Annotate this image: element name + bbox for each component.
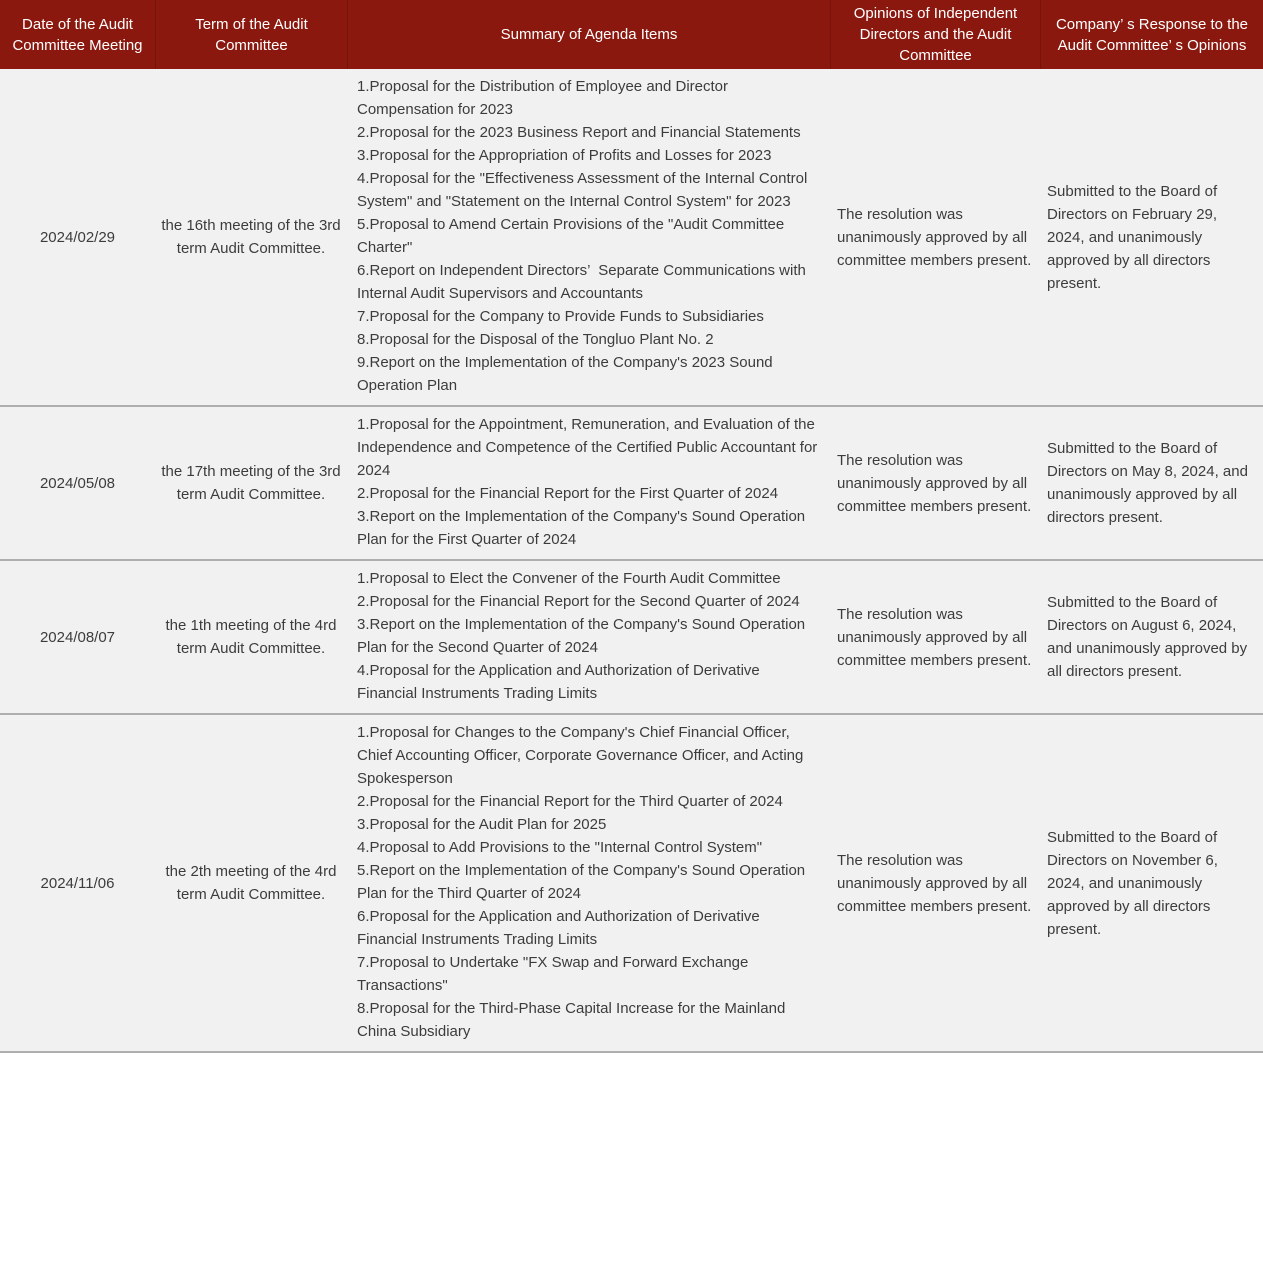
meeting-date-cell: [0, 69, 155, 405]
agenda-summary-cell: [347, 407, 830, 559]
agenda-item: 1.Proposal for the Distribution of Employee and Director Compensation for 2023: [357, 78, 733, 118]
agenda-item: 3.Proposal for the Audit Plan for 2025: [357, 816, 607, 833]
column-header-company-response: [1040, 0, 1263, 69]
agenda-item: 8.Proposal for the Third-Phase Capital Increase for the Mainland China Subsidiary: [357, 1000, 790, 1040]
agenda-summary-cell: [347, 715, 830, 1051]
agenda-item: 1.Proposal for the Appointment, Remuneration, and Evaluation of the Independence and Competence of the Certified Public Accountant for 2024: [357, 416, 822, 479]
agenda-list: [357, 721, 820, 1043]
meeting-date: 2024/11/06: [40, 874, 115, 892]
agenda-item: 8.Proposal for the Disposal of the Tongluo Plant No. 2: [357, 331, 714, 348]
term-cell: [155, 69, 347, 405]
column-header-label: Date of the Audit Committee Meeting: [12, 15, 143, 54]
agenda-item: 7.Proposal for the Company to Provide Funds to Subsidiaries: [357, 308, 764, 325]
opinion-text: The resolution was unanimously approved by all committee members present.: [837, 851, 1032, 915]
term-cell: [155, 715, 347, 1051]
agenda-item: 1.Proposal for Changes to the Company's Chief Financial Officer, Chief Accounting Officer, Corporate Governance Officer, and Acting Spokesperson: [357, 724, 808, 787]
response-cell: [1040, 715, 1263, 1051]
table-row: [0, 561, 1263, 715]
table-row: [0, 715, 1263, 1053]
opinion-text: The resolution was unanimously approved by all committee members present.: [837, 205, 1032, 269]
agenda-list: [357, 567, 820, 705]
column-header-opinions: [830, 0, 1040, 69]
term-cell: [155, 407, 347, 559]
agenda-item: 2.Proposal for the Financial Report for the First Quarter of 2024: [357, 485, 779, 502]
term-text: the 16th meeting of the 3rd term Audit Committee.: [161, 217, 341, 257]
agenda-item: 3.Report on the Implementation of the Company's Sound Operation Plan for the First Quarter of 2024: [357, 508, 810, 548]
agenda-item: 5.Proposal to Amend Certain Provisions of the "Audit Committee Charter": [357, 216, 789, 256]
term-text: the 17th meeting of the 3rd term Audit Committee.: [161, 463, 341, 503]
opinion-text: The resolution was unanimously approved by all committee members present.: [837, 451, 1032, 515]
opinion-cell: [830, 561, 1040, 713]
column-header-label: Summary of Agenda Items: [500, 26, 678, 43]
meeting-date: 2024/05/08: [39, 474, 116, 492]
opinion-cell: [830, 69, 1040, 405]
agenda-item: 9.Report on the Implementation of the Company's 2023 Sound Operation Plan: [357, 354, 777, 394]
opinion-text: The resolution was unanimously approved by all committee members present.: [837, 605, 1032, 669]
response-text: Submitted to the Board of Directors on November 6, 2024, and unanimously approved by all directors present.: [1047, 828, 1218, 938]
agenda-summary-cell: [347, 69, 830, 405]
column-header-term: [155, 0, 347, 69]
agenda-list: [357, 413, 820, 551]
agenda-item: 6.Report on Independent Directors’ Separate Communications with Internal Audit Supervisors and Accountants: [357, 262, 811, 302]
opinion-cell: [830, 715, 1040, 1051]
response-text: Submitted to the Board of Directors on August 6, 2024, and unanimously approved by all directors present.: [1047, 594, 1248, 680]
meeting-date: 2024/02/29: [39, 228, 116, 246]
response-text: Submitted to the Board of Directors on February 29, 2024, and unanimously approved by all directors present.: [1047, 182, 1218, 292]
agenda-item: 3.Report on the Implementation of the Company's Sound Operation Plan for the Second Quarter of 2024: [357, 616, 810, 656]
agenda-item: 2.Proposal for the 2023 Business Report and Financial Statements: [357, 124, 801, 141]
agenda-item: 3.Proposal for the Appropriation of Profits and Losses for 2023: [357, 147, 772, 164]
column-header-meeting-date: [0, 0, 155, 69]
table-row: [0, 69, 1263, 407]
agenda-item: 4.Proposal to Add Provisions to the "Internal Control System": [357, 839, 763, 856]
term-cell: [155, 561, 347, 713]
meeting-date-cell: [0, 407, 155, 559]
column-header-label: Term of the Audit Committee: [195, 15, 308, 54]
agenda-item: 4.Proposal for the "Effectiveness Assessment of the Internal Control System" and "Statement on the Internal Control System" for 2023: [357, 170, 812, 210]
meeting-date-cell: [0, 561, 155, 713]
response-cell: [1040, 561, 1263, 713]
agenda-item: 6.Proposal for the Application and Authorization of Derivative Financial Instruments Trading Limits: [357, 908, 764, 948]
agenda-summary-cell: [347, 561, 830, 713]
column-header-label: Opinions of Independent Directors and the Audit Committee: [853, 5, 1018, 64]
table-row: [0, 407, 1263, 561]
agenda-item: 2.Proposal for the Financial Report for the Third Quarter of 2024: [357, 793, 783, 810]
term-text: the 1th meeting of the 4rd term Audit Committee.: [165, 617, 337, 657]
agenda-item: 2.Proposal for the Financial Report for the Second Quarter of 2024: [357, 593, 800, 610]
column-header-label: Company’ s Response to the Audit Committee’ s Opinions: [1055, 15, 1249, 54]
column-header-agenda-summary: [347, 0, 830, 69]
table-body: [0, 69, 1263, 1053]
response-text: Submitted to the Board of Directors on May 8, 2024, and unanimously approved by all directors present.: [1047, 440, 1248, 526]
agenda-list: [357, 75, 820, 397]
meeting-date: 2024/08/07: [39, 628, 116, 646]
term-text: the 2th meeting of the 4rd term Audit Committee.: [165, 863, 337, 903]
agenda-item: 1.Proposal to Elect the Convener of the Fourth Audit Committee: [357, 570, 781, 587]
agenda-item: 7.Proposal to Undertake "FX Swap and Forward Exchange Transactions": [357, 954, 753, 994]
agenda-item: 5.Report on the Implementation of the Company's Sound Operation Plan for the Third Quarter of 2024: [357, 862, 810, 902]
table-header-row: [0, 0, 1263, 69]
agenda-item: 4.Proposal for the Application and Authorization of Derivative Financial Instruments Trading Limits: [357, 662, 764, 702]
opinion-cell: [830, 407, 1040, 559]
meeting-date-cell: [0, 715, 155, 1051]
response-cell: [1040, 407, 1263, 559]
response-cell: [1040, 69, 1263, 405]
